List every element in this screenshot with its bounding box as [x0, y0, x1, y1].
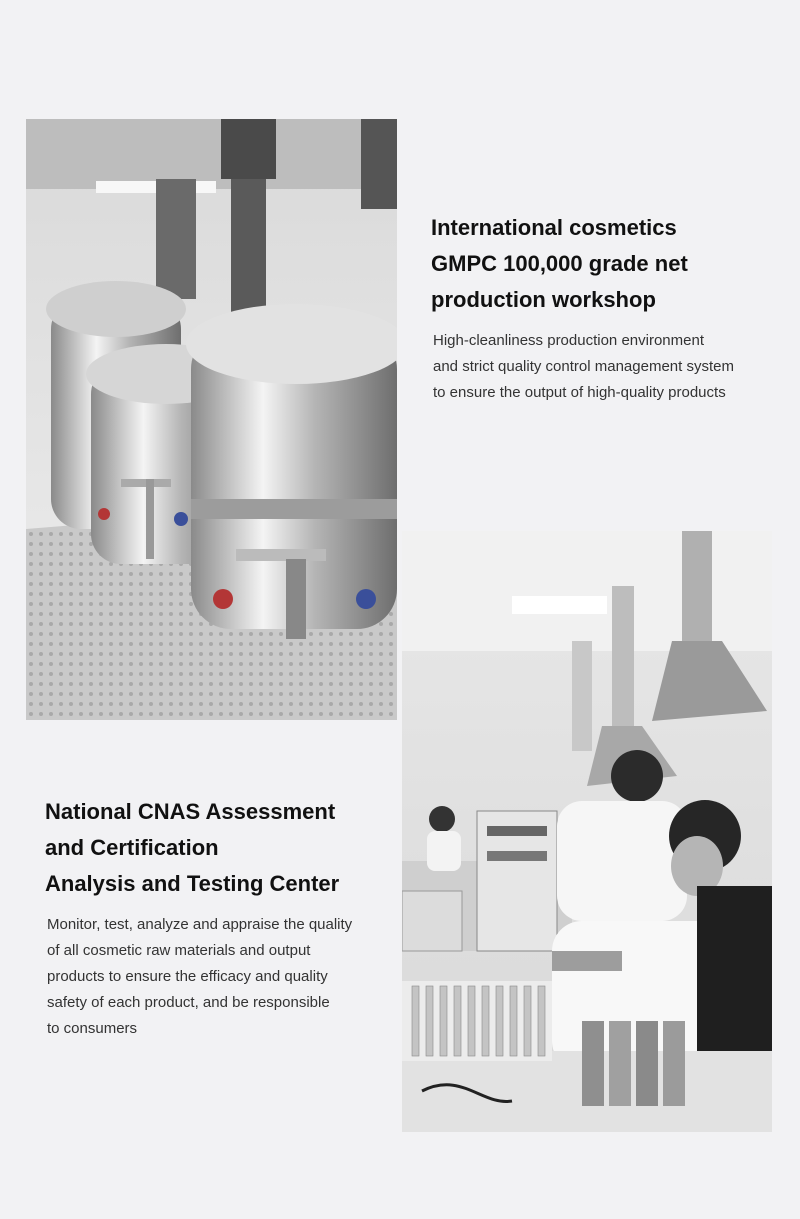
workshop-description-line: High-cleanliness production environment — [433, 332, 704, 349]
workshop-heading — [431, 210, 781, 318]
workshop-heading-line: GMPC 100,000 grade net — [431, 251, 688, 276]
testing-center-heading-line: and Certification — [45, 835, 219, 860]
production-workshop-photo — [26, 119, 397, 720]
testing-lab-photo — [402, 531, 772, 1132]
testing-center-description-line: Monitor, test, analyze and appraise the quality — [47, 916, 353, 933]
testing-center-description-line: safety of each product, and be responsible — [47, 994, 330, 1011]
testing-center-heading-line: Analysis and Testing Center — [45, 871, 340, 896]
workshop-heading-line: International cosmetics — [431, 215, 677, 240]
workshop-description-line: to ensure the output of high-quality products — [433, 384, 726, 401]
testing-center-description-line: to consumers — [47, 1020, 138, 1037]
testing-center-section — [45, 794, 390, 1042]
testing-center-description — [47, 912, 390, 1042]
testing-center-heading-line: National CNAS Assessment — [45, 799, 336, 824]
workshop-description-line: and strict quality control management system — [433, 358, 734, 375]
workshop-description — [433, 328, 781, 406]
workshop-heading-line: production workshop — [431, 287, 656, 312]
workshop-section — [431, 210, 781, 406]
testing-center-description-line: products to ensure the efficacy and quality — [47, 968, 328, 985]
testing-center-description-line: of all cosmetic raw materials and output — [47, 942, 311, 959]
testing-center-heading — [45, 794, 390, 902]
